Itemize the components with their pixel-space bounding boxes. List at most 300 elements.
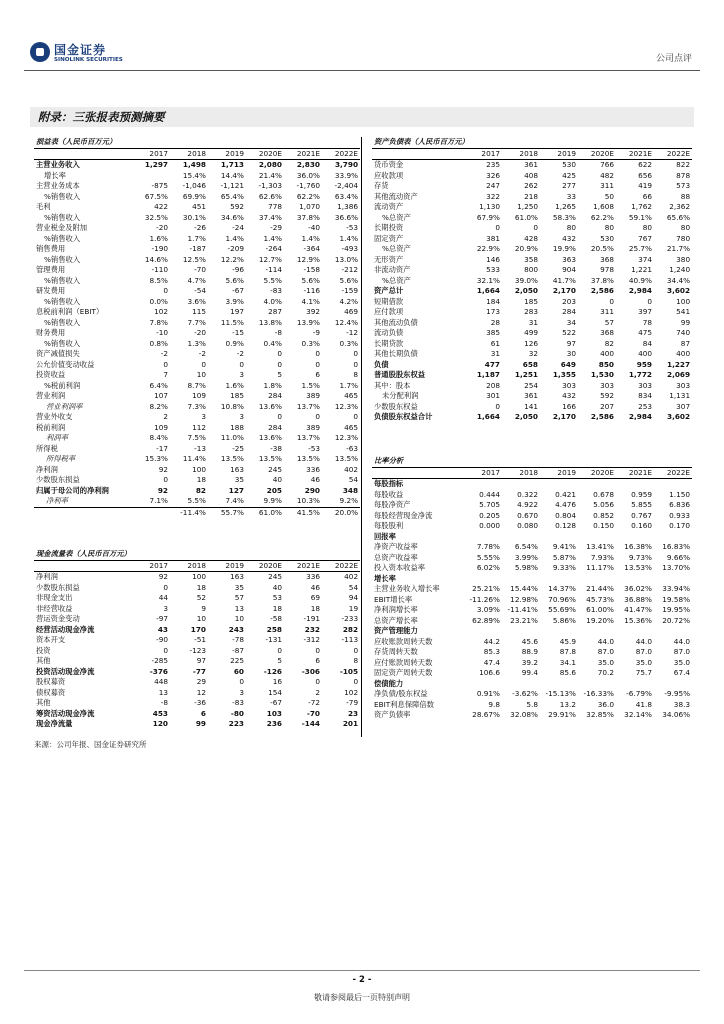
row-value: 99.4 <box>521 668 538 677</box>
row-value: 97 <box>566 338 576 348</box>
row-value: 19.95% <box>662 605 691 614</box>
table-title: 现金流量表（人民币百万元） <box>34 549 360 560</box>
table-row <box>34 213 360 224</box>
row-value: 44.2 <box>483 636 500 646</box>
year-header: 2017 <box>132 560 170 572</box>
table-row <box>34 677 360 688</box>
row-value: -26 <box>194 223 206 232</box>
row-value: -116 <box>303 286 320 295</box>
logo-mark-icon <box>30 42 50 62</box>
table-row <box>34 465 360 476</box>
year-header-blank <box>372 148 464 160</box>
row-value: 368 <box>600 328 614 337</box>
row-value: 2,586 <box>590 286 614 295</box>
row-value: 57 <box>604 317 614 327</box>
row-value: -114 <box>265 265 282 274</box>
row-value: -1,303 <box>258 181 282 190</box>
row-value: 5 <box>277 656 282 665</box>
row-value: 34.4% <box>666 275 691 285</box>
row-value: -3.62% <box>512 689 538 698</box>
row-value: 336 <box>306 572 320 581</box>
row-value: 13.8% <box>258 317 282 327</box>
row-label: 货币资金 <box>374 160 404 169</box>
table-row <box>372 160 692 171</box>
column-divider <box>361 137 362 737</box>
row-value: -11.4% <box>170 507 208 518</box>
row-value: 311 <box>600 307 614 316</box>
row-value: 959 <box>636 359 652 369</box>
row-value: 0.421 <box>555 489 576 499</box>
table-row <box>34 433 360 444</box>
year-header: 2021E <box>616 148 654 160</box>
row-value: 170 <box>190 624 206 634</box>
table-row <box>34 202 360 213</box>
table-row <box>34 475 360 486</box>
table-row <box>372 700 692 711</box>
row-label: 少数股东损益 <box>36 475 80 484</box>
row-value: 35.0 <box>673 657 691 667</box>
row-value: 5.6% <box>339 275 359 285</box>
row-label: 经营活动现金净流 <box>36 624 95 634</box>
table-row <box>34 604 360 615</box>
row-value: 0 <box>163 645 168 655</box>
row-value: 100 <box>676 296 691 306</box>
row-value: 5.6% <box>225 275 244 285</box>
row-value: 258 <box>266 624 282 634</box>
row-value: 166 <box>562 401 576 411</box>
row-value: -53 <box>308 443 320 453</box>
row-value: 11.17% <box>586 563 614 572</box>
page-header <box>24 38 700 72</box>
row-value: 35.0 <box>635 657 652 667</box>
row-value: 0.678 <box>593 489 614 499</box>
row-value: 87 <box>680 338 691 348</box>
row-label: %销售收入 <box>44 296 81 306</box>
row-value: 22.9% <box>476 244 500 253</box>
row-value: 225 <box>230 656 244 665</box>
row-label: 非流动资产 <box>374 265 411 274</box>
row-label: %销售收入 <box>44 317 81 327</box>
row-value: 78 <box>642 317 652 327</box>
row-value: 1.4% <box>301 233 320 243</box>
row-value: -87 <box>232 645 244 655</box>
row-value: -54 <box>194 286 206 295</box>
row-value: 5 <box>277 370 282 379</box>
row-value: -264 <box>265 244 282 253</box>
row-value: 0.170 <box>669 521 691 530</box>
row-value: 834 <box>638 391 652 400</box>
row-value: -12 <box>346 328 359 337</box>
row-value: 363 <box>562 254 576 264</box>
row-value: -13 <box>194 443 206 453</box>
row-value: 4.476 <box>555 500 576 509</box>
row-value: 13.5% <box>220 454 244 463</box>
row-value: 25.7% <box>628 244 652 253</box>
row-label: 少数股东权益 <box>374 401 418 411</box>
row-value: 0.3% <box>339 338 359 348</box>
row-value: -1,046 <box>182 181 206 190</box>
row-value: 100 <box>192 572 206 581</box>
row-value: 389 <box>306 391 320 400</box>
row-value: 0 <box>163 359 168 369</box>
row-value: 277 <box>562 181 576 190</box>
row-value: 35.0 <box>597 657 614 667</box>
row-value: -364 <box>303 244 320 253</box>
row-label: 净利润增长率 <box>374 605 418 614</box>
row-value: 37.8% <box>296 212 320 222</box>
row-value: 36.02% <box>624 584 652 593</box>
table-row <box>372 595 692 606</box>
row-label: 其他长期负债 <box>374 349 418 358</box>
row-value: 7.1% <box>149 496 168 505</box>
table-row <box>372 542 692 553</box>
row-label: 负债 <box>374 359 389 369</box>
row-value: 767 <box>638 233 652 243</box>
row-value: 8.2% <box>149 401 168 411</box>
row-value: 35 <box>234 475 244 484</box>
row-value: 70.2 <box>597 668 614 677</box>
row-value: 0 <box>353 677 359 686</box>
row-value: 5.855 <box>631 500 652 509</box>
row-value: 30 <box>566 349 576 358</box>
row-value: 6.836 <box>669 500 691 509</box>
row-value <box>132 171 170 182</box>
table-row <box>34 698 360 709</box>
row-value: -24 <box>232 223 244 232</box>
row-value: 5.056 <box>593 500 614 509</box>
row-value: 20.5% <box>590 244 614 253</box>
row-value: 80 <box>642 223 652 232</box>
row-value: 3.9% <box>225 296 244 306</box>
row-value: 97 <box>196 656 206 665</box>
row-value: 34.1 <box>559 657 576 667</box>
row-value: 41.47% <box>624 605 652 614</box>
row-value: 20.9% <box>514 244 538 253</box>
year-header-blank <box>34 148 132 160</box>
row-value: -80 <box>230 708 244 718</box>
row-value: 0 <box>163 582 168 592</box>
table-row <box>34 635 360 646</box>
row-value: -70 <box>194 265 206 274</box>
row-value: 0 <box>277 359 282 369</box>
row-value: -376 <box>149 666 168 676</box>
row-value: 465 <box>344 422 359 432</box>
row-value: 10 <box>234 614 244 623</box>
logo-name-cn: 国金证券 <box>54 43 107 57</box>
row-label: 存货周转天数 <box>374 647 418 656</box>
row-value: 1,713 <box>220 160 244 169</box>
year-header: 2020E <box>578 148 616 160</box>
row-value: -15 <box>232 328 244 337</box>
row-value: 50 <box>604 191 614 201</box>
row-value: 61.0% <box>514 212 538 222</box>
row-value: 592 <box>230 202 244 211</box>
row-value: 65.6% <box>666 212 691 222</box>
row-value: 103 <box>266 708 282 718</box>
year-header: 2022E <box>654 467 692 479</box>
row-label: %销售收入 <box>44 275 81 285</box>
row-value: 9.73% <box>628 552 652 562</box>
row-value: -25 <box>232 443 244 453</box>
row-value: 85.6 <box>559 668 576 677</box>
row-value: 311 <box>600 181 614 190</box>
row-value: 33.9% <box>334 170 359 180</box>
year-header: 2017 <box>132 148 170 160</box>
row-value: 188 <box>230 422 244 432</box>
row-value: 0 <box>495 401 500 411</box>
row-value: 12.3% <box>334 401 359 411</box>
row-value: 100 <box>192 464 206 474</box>
row-value: 70.96% <box>548 594 576 604</box>
row-value: 9.41% <box>552 542 576 551</box>
row-value: 163 <box>230 572 244 581</box>
row-value: 154 <box>268 687 282 697</box>
row-value: 2,586 <box>590 412 614 421</box>
row-label: %总资产 <box>382 212 411 222</box>
row-value: 5.5% <box>263 275 282 285</box>
table-row <box>372 171 692 182</box>
row-value: 16.38% <box>624 542 652 551</box>
row-value: -187 <box>189 244 206 253</box>
row-value: 573 <box>676 181 691 190</box>
row-value: 10 <box>196 614 206 623</box>
row-value: 15.44% <box>510 584 538 593</box>
row-label: 流动资产 <box>374 202 404 211</box>
row-value: 45.6 <box>521 636 538 646</box>
row-value: -40 <box>308 223 320 232</box>
row-value: 1,355 <box>552 370 576 379</box>
row-value: 87.8 <box>559 647 576 656</box>
row-value: 4.0% <box>263 296 282 306</box>
row-value: 1,608 <box>593 202 614 211</box>
row-value: 126 <box>524 338 538 348</box>
row-label: %总资产 <box>382 244 411 253</box>
balance-sheet-table <box>372 137 692 423</box>
year-header: 2018 <box>170 560 208 572</box>
row-label: 无形资产 <box>374 254 404 264</box>
row-label: 债权募资 <box>36 687 66 697</box>
ratio-group-row <box>372 679 692 690</box>
row-value: 10.3% <box>296 496 320 505</box>
row-value: 203 <box>562 296 576 306</box>
table-row <box>372 307 692 318</box>
row-value: 82 <box>604 338 614 348</box>
row-value: 18 <box>196 475 206 484</box>
row-value: 0 <box>315 677 320 686</box>
row-value: 19 <box>348 603 359 613</box>
row-value: 34.6% <box>220 212 244 222</box>
row-value: -53 <box>346 223 359 232</box>
row-label: 研发费用 <box>36 286 66 295</box>
row-label: 存货 <box>374 181 389 190</box>
row-value: 13 <box>234 603 244 613</box>
row-value: -38 <box>270 443 282 453</box>
row-value: -51 <box>194 635 206 644</box>
row-value: 7.4% <box>225 496 244 505</box>
row-value: 477 <box>484 359 500 369</box>
row-label: 应付款项 <box>374 307 404 316</box>
row-value: 109 <box>192 391 206 400</box>
table-row <box>372 192 692 203</box>
row-value: 13.5% <box>296 454 320 463</box>
row-value: 0 <box>315 412 320 421</box>
row-value: 1.4% <box>263 233 282 243</box>
row-value: 45.9 <box>559 636 576 646</box>
row-value: 0.0% <box>149 296 168 306</box>
row-value: 408 <box>524 170 538 180</box>
row-value: 284 <box>562 307 576 316</box>
row-value: 32.08% <box>510 710 538 719</box>
table-row <box>372 339 692 350</box>
row-value: 13.53% <box>624 563 652 572</box>
row-value: 3 <box>201 412 206 421</box>
row-value: 23.21% <box>510 615 538 625</box>
row-label: 应付账款周转天数 <box>374 657 433 667</box>
row-value: 5.55% <box>476 552 500 562</box>
table-row <box>372 658 692 669</box>
row-value: 13.7% <box>296 401 320 411</box>
row-value: 780 <box>676 233 691 243</box>
row-value: 54 <box>348 582 359 592</box>
row-value: 766 <box>600 160 614 169</box>
row-value: 0.8% <box>149 338 168 348</box>
row-value: 0.150 <box>593 521 614 530</box>
row-value: -233 <box>341 614 359 623</box>
row-value: 94 <box>348 593 359 602</box>
year-header: 2022E <box>322 148 360 160</box>
row-value: 4.922 <box>517 500 538 509</box>
row-value: 62.89% <box>472 615 500 625</box>
row-value: 2,984 <box>628 412 652 421</box>
row-value: 218 <box>524 191 538 201</box>
row-value: 5.87% <box>552 552 576 562</box>
row-value: 1,386 <box>337 202 359 211</box>
header-divider <box>24 70 700 71</box>
row-value: 235 <box>486 160 500 169</box>
disclaimer-note: 敬请参阅最后一页特别声明 <box>314 993 410 1002</box>
row-value: 2 <box>163 412 168 421</box>
row-value: -875 <box>151 181 168 190</box>
row-value: 28 <box>490 317 500 327</box>
row-value: 1,070 <box>299 202 320 211</box>
row-value: 5.6% <box>301 275 320 285</box>
row-value: 3 <box>163 603 168 613</box>
row-value: 9.2% <box>339 496 359 505</box>
row-value: -36 <box>194 698 206 707</box>
table-row <box>372 381 692 392</box>
row-value: 0 <box>315 349 320 358</box>
row-label: 所得税 <box>36 443 58 453</box>
row-value: 44 <box>158 593 168 602</box>
row-value: 303 <box>600 380 614 390</box>
row-value: 7.3% <box>187 401 206 411</box>
row-label: 非现金支出 <box>36 593 73 602</box>
row-value: 465 <box>344 391 359 400</box>
year-header: 2018 <box>502 467 540 479</box>
row-value: 1,664 <box>476 412 500 421</box>
table-row <box>34 349 360 360</box>
row-value: 1,187 <box>476 370 500 379</box>
row-value: 0 <box>353 349 359 358</box>
table-row <box>372 349 692 360</box>
row-value: 19.58% <box>662 594 691 604</box>
row-value: 2,362 <box>669 202 691 211</box>
row-label: 公允价值变动收益 <box>36 359 95 369</box>
row-value: 29.91% <box>548 710 576 719</box>
row-label: 投资活动现金净流 <box>36 666 95 676</box>
row-value: 5.86% <box>552 615 576 625</box>
table-row <box>372 553 692 564</box>
row-value: 88 <box>680 191 691 201</box>
row-value: 245 <box>268 572 282 581</box>
row-value: -97 <box>156 614 168 623</box>
row-value: 0 <box>201 359 206 369</box>
row-value: 499 <box>524 328 538 337</box>
row-value: 428 <box>524 233 538 243</box>
row-value: 3 <box>239 370 244 379</box>
row-value: 1.4% <box>339 233 359 243</box>
row-value: 361 <box>524 160 538 169</box>
row-value: 0 <box>315 359 320 369</box>
table-row <box>372 668 692 679</box>
row-value: 7.8% <box>149 317 168 327</box>
row-value: 14.37% <box>548 584 576 593</box>
row-value: -159 <box>341 286 359 295</box>
row-value: -131 <box>265 635 282 644</box>
row-value: 2,080 <box>258 160 282 169</box>
row-label: 其他流动负债 <box>374 317 418 327</box>
row-value: 36.88% <box>624 594 652 604</box>
row-value: 6 <box>200 708 206 718</box>
row-value: -191 <box>303 614 320 623</box>
row-label: 现金净流量 <box>36 719 73 728</box>
row-value: 0 <box>353 645 359 655</box>
row-value: 46 <box>310 475 320 484</box>
row-label: 毛利 <box>36 202 51 211</box>
row-label: 资产减值损失 <box>36 349 80 358</box>
row-value: 9.9% <box>263 496 282 505</box>
row-value: 8.7% <box>187 380 206 390</box>
row-value: 15.3% <box>144 454 168 463</box>
row-value: 63.4% <box>334 191 359 201</box>
row-value: 469 <box>344 307 359 316</box>
row-value: -10 <box>156 328 168 337</box>
table-row <box>372 328 692 339</box>
year-header: 2018 <box>170 148 208 160</box>
company-logo <box>24 38 154 68</box>
table-row <box>34 307 360 318</box>
row-value: 400 <box>600 349 614 358</box>
row-value: 23 <box>347 708 359 718</box>
row-value: -83 <box>232 698 244 707</box>
table-row <box>372 318 692 329</box>
row-value: 1,227 <box>667 359 691 369</box>
row-value: -2,404 <box>334 181 359 190</box>
table-row <box>372 605 692 616</box>
row-value: 0.4% <box>263 338 282 348</box>
row-value: 9.66% <box>666 552 691 562</box>
table-row <box>34 265 360 276</box>
row-value: -29 <box>270 223 282 232</box>
row-value: 20.0% <box>322 507 360 518</box>
table-row <box>372 511 692 522</box>
row-label: %销售收入 <box>44 212 81 222</box>
table-title: 资产负债表（人民币百万元） <box>372 137 692 148</box>
row-value: -1,760 <box>296 181 320 190</box>
row-label: 营运资金变动 <box>36 614 80 623</box>
row-value: 400 <box>676 349 691 358</box>
row-label: 长期贷款 <box>374 338 404 348</box>
